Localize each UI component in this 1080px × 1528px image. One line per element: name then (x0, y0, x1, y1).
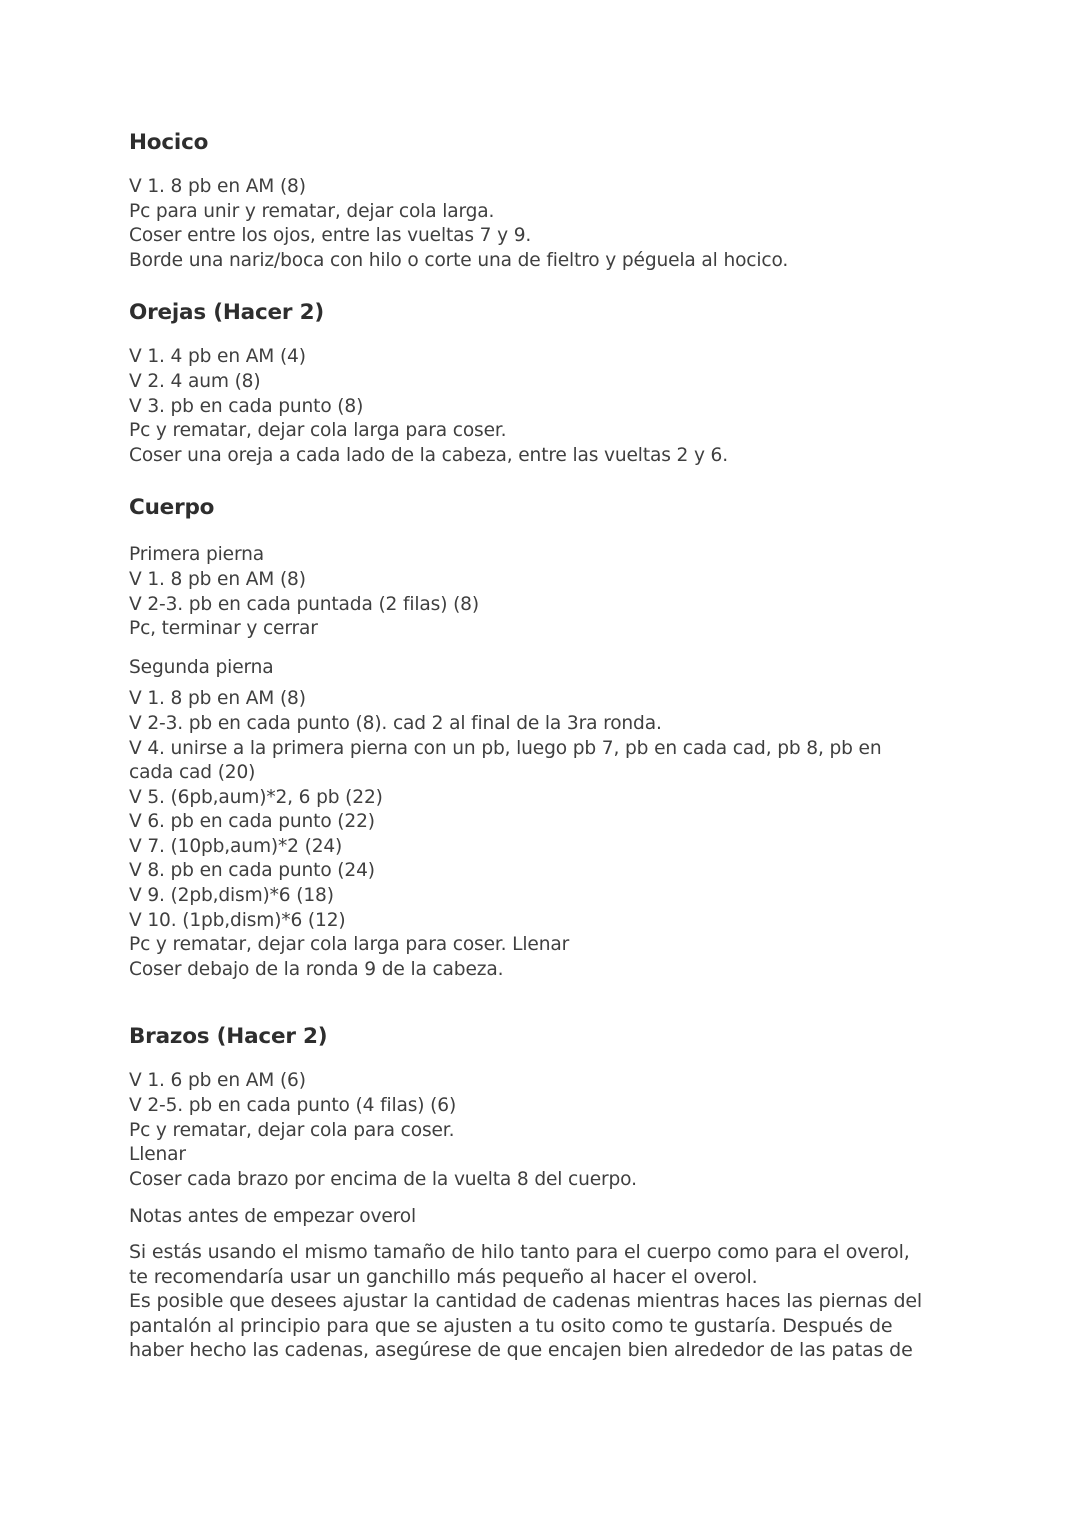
instruction-line: Coser cada brazo por encima de la vuelta 8 del cuerpo. (129, 1168, 637, 1190)
instruction-line: Llenar (129, 1144, 186, 1166)
instruction-list (129, 1069, 959, 1192)
instruction-line: V 6. pb en cada punto (22) (129, 811, 375, 833)
document-page (129, 126, 959, 1363)
instruction-line: Coser una oreja a cada lado de la cabeza, entre las vueltas 2 y 6. (129, 444, 729, 466)
instruction-line: V 8. pb en cada punto (24) (129, 860, 375, 882)
section-title: Hocico (129, 130, 209, 155)
instruction-list (129, 175, 959, 273)
notes-line: te recomendaría usar un ganchillo más pequeño al hacer el overol. (129, 1265, 758, 1288)
notes-paragraph (129, 1240, 959, 1363)
instruction-list-segunda-pierna (129, 687, 959, 982)
instruction-line: V 2-3. pb en cada punto (8). cad 2 al final de la 3ra ronda. (129, 712, 662, 734)
instruction-line: V 1. 6 pb en AM (6) (129, 1070, 306, 1092)
section-title: Orejas (Hacer 2) (129, 300, 324, 326)
instruction-line: Pc y rematar, dejar cola larga para coser. Llenar (129, 934, 570, 956)
instruction-list (129, 345, 959, 468)
notes-line: haber hecho las cadenas, asegúrese de que encajen bien alrededor de las patas de (129, 1339, 913, 1362)
subsection-title-primera-pierna: Primera pierna (129, 544, 265, 566)
instruction-line: Pc y rematar, dejar cola larga para coser. (129, 420, 507, 442)
instruction-line: V 10. (1pb,dism)*6 (12) (129, 909, 346, 931)
instruction-line: Borde una nariz/boca con hilo o corte una de fieltro y péguela al hocico. (129, 249, 789, 271)
instruction-line: V 3. pb en cada punto (8) (129, 395, 364, 417)
instruction-line: V 2-5. pb en cada punto (4 filas) (6) (129, 1095, 457, 1117)
instruction-line: V 1. 8 pb en AM (8) (129, 688, 306, 710)
instruction-line: V 2-3. pb en cada puntada (2 filas) (8) (129, 593, 479, 615)
instruction-line: Pc para unir y rematar, dejar cola larga. (129, 200, 495, 222)
section-brazos (129, 1020, 959, 1192)
subsection-title-segunda-pierna: Segunda pierna (129, 656, 274, 678)
notes-line: Es posible que desees ajustar la cantidad de cadenas mientras haces las piernas del (129, 1290, 923, 1313)
section-notas (129, 1205, 959, 1363)
instruction-line: V 7. (10pb,aum)*2 (24) (129, 835, 343, 857)
instruction-line: V 5. (6pb,aum)*2, 6 pb (22) (129, 786, 383, 808)
instruction-line: cada cad (20) (129, 762, 256, 784)
instruction-line: V 1. 4 pb en AM (4) (129, 346, 306, 368)
instruction-line: V 2. 4 aum (8) (129, 370, 261, 392)
instruction-line: V 1. 8 pb en AM (8) (129, 568, 306, 590)
instruction-line: Coser entre los ojos, entre las vueltas 7 y 9. (129, 225, 532, 247)
instruction-line: Pc y rematar, dejar cola para coser. (129, 1119, 455, 1141)
section-title: Brazos (Hacer 2) (129, 1024, 328, 1050)
instruction-line: Pc, terminar y cerrar (129, 618, 318, 640)
notes-title: Notas antes de empezar overol (129, 1206, 416, 1228)
instruction-line: Coser debajo de la ronda 9 de la cabeza. (129, 958, 504, 980)
instruction-line: V 1. 8 pb en AM (8) (129, 176, 306, 197)
notes-line: pantalón al principio para que se ajusten a tu osito como te gustaría. Después de (129, 1314, 893, 1337)
notes-line: Si estás usando el mismo tamaño de hilo tanto para el cuerpo como para el overol, (129, 1241, 910, 1263)
instruction-line: V 9. (2pb,dism)*6 (18) (129, 885, 334, 907)
instruction-line: V 4. unirse a la primera pierna con un pb, luego pb 7, pb en cada cad, pb 8, pb en (129, 737, 882, 759)
section-title: Cuerpo (129, 495, 215, 521)
section-hocico (129, 126, 959, 273)
instruction-list-primera-pierna (129, 568, 959, 642)
section-orejas (129, 296, 959, 468)
section-cuerpo (129, 491, 959, 982)
